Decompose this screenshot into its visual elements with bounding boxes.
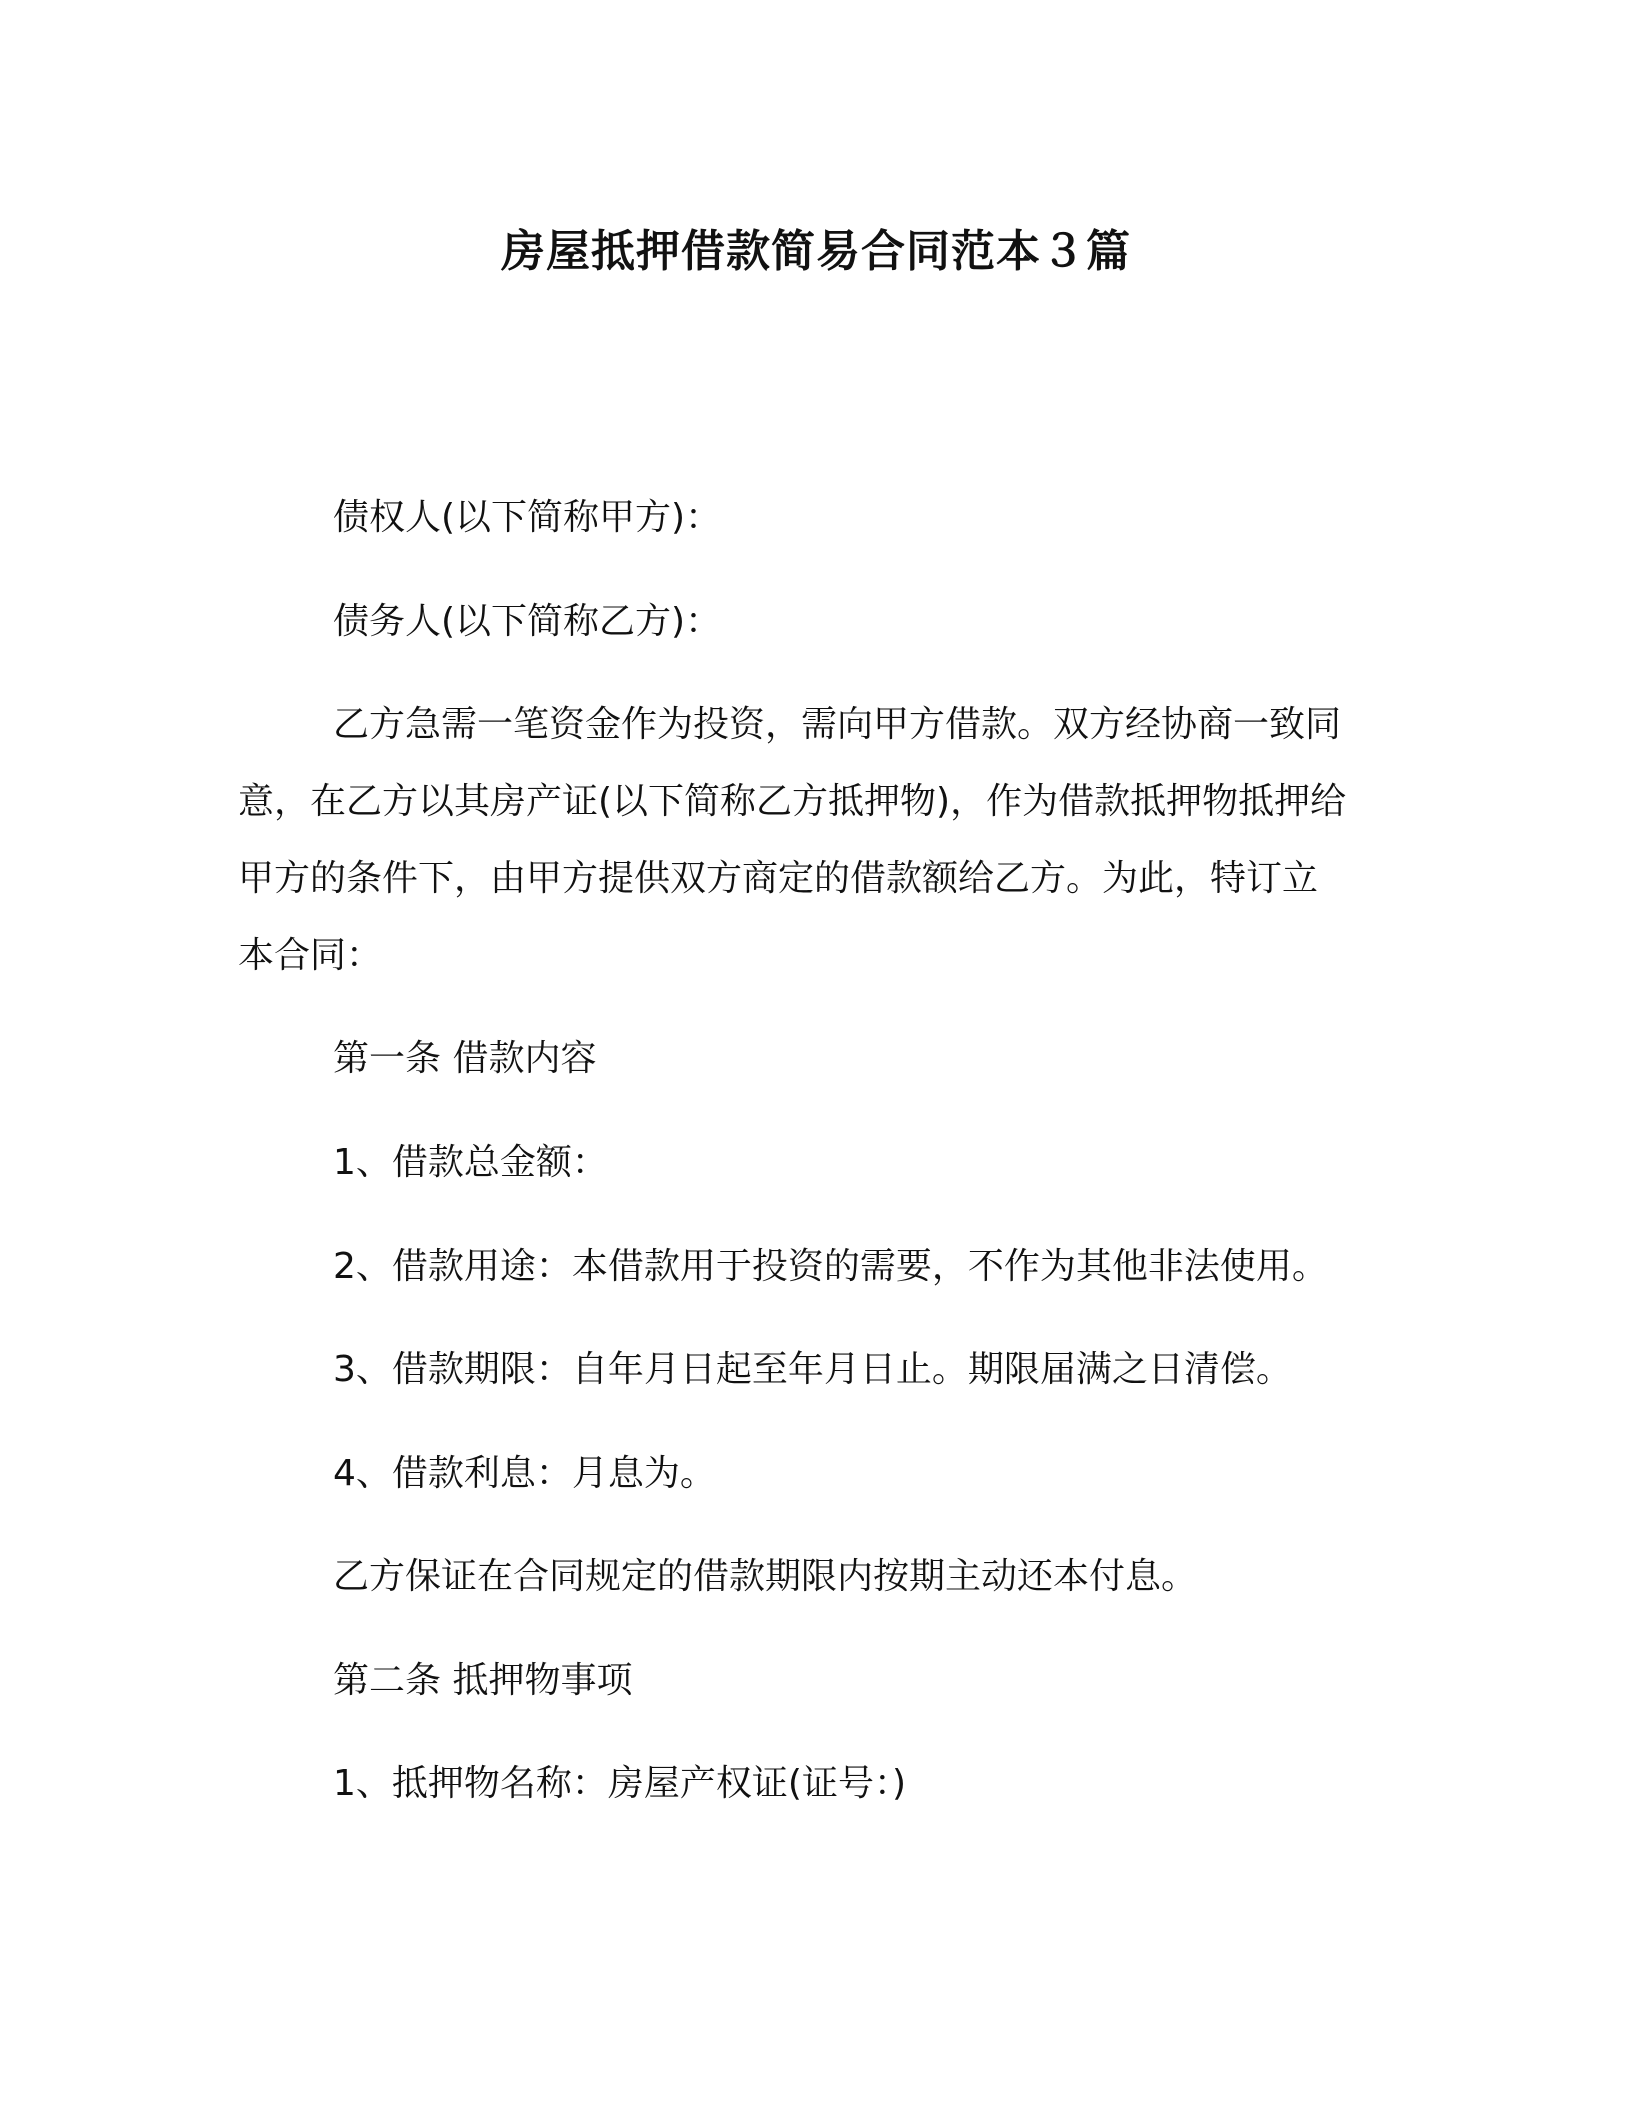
article-1-heading: 第一条 借款内容 [333, 1038, 597, 1079]
article-2-item-1: 1、抵押物名称：房屋产权证(证号：) [333, 1763, 906, 1804]
article-1-item-3: 3、借款期限：自年月日起至年月日止。期限届满之日清偿。 [333, 1349, 1292, 1390]
intro-line-2: 意，在乙方以其房产证(以下简称乙方抵押物)，作为借款抵押物抵押给 [238, 781, 1347, 822]
intro-line-1: 乙方急需一笔资金作为投资，需向甲方借款。双方经协商一致同 [333, 704, 1342, 745]
article-1-item-2: 2、借款用途：本借款用于投资的需要，不作为其他非法使用。 [333, 1246, 1328, 1287]
article-1-item-1: 1、借款总金额： [333, 1142, 608, 1183]
debtor-line: 债务人(以下简称乙方)： [333, 601, 722, 642]
intro-line-4: 本合同： [238, 935, 383, 976]
article-2-heading: 第二条 抵押物事项 [333, 1660, 633, 1701]
intro-line-3: 甲方的条件下，由甲方提供双方商定的借款额给乙方。为此，特订立 [238, 858, 1319, 899]
article-1-item-4: 4、借款利息：月息为。 [333, 1453, 716, 1494]
creditor-line: 债权人(以下简称甲方)： [333, 497, 722, 538]
document-title: 房屋抵押借款简易合同范本３篇 [501, 226, 1131, 277]
guarantee-line: 乙方保证在合同规定的借款期限内按期主动还本付息。 [333, 1556, 1198, 1597]
